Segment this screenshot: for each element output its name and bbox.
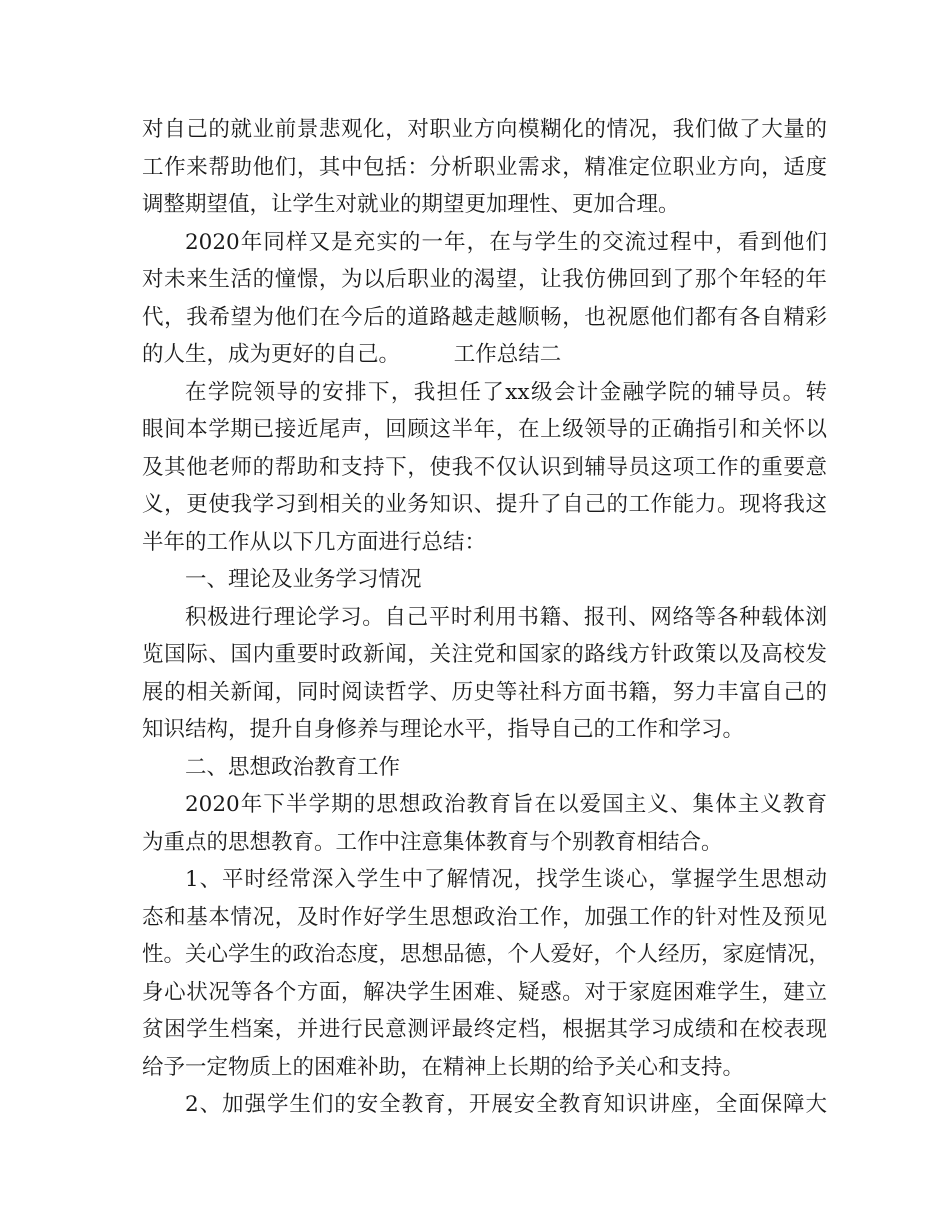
text-line: 工作来帮助他们，其中包括：分析职业需求，精准定位职业方向，适度 bbox=[142, 154, 827, 180]
text-line: 知识结构，提升自身修养与理论水平，指导自己的工作和学习。 bbox=[142, 717, 745, 742]
text-line: 对未来生活的憧憬，为以后职业的渴望，让我仿佛回到了那个年轻的年 bbox=[142, 267, 827, 292]
text-line: 义，更使我学习到相关的业务知识、提升了自己的工作能力。现将我这 bbox=[142, 492, 827, 517]
text-line: 眼间本学期已接近尾声，回顾这半年，在上级领导的正确指引和关怀以 bbox=[142, 417, 827, 442]
text-line: 2020年同样又是充实的一年，在与学生的交流过程中，看到他们 bbox=[185, 229, 827, 255]
text-line: 在学院领导的安排下，我担任了xx级会计金融学院的辅导员。转 bbox=[185, 379, 827, 405]
section-heading: 一、理论及业务学习情况 bbox=[185, 567, 422, 592]
text-line: 给予一定物质上的困难补助，在精神上长期的给予关心和支持。 bbox=[142, 1054, 745, 1080]
text-line: 1、平时经常深入学生中了解情况，找学生谈心，掌握学生思想动 bbox=[185, 867, 827, 892]
text-line: 展的相关新闻，同时阅读哲学、历史等社科方面书籍，努力丰富自己的 bbox=[142, 679, 827, 705]
text-line: 态和基本情况，及时作好学生思想政治工作，加强工作的针对性及预见 bbox=[142, 904, 827, 930]
text-line: 览国际、国内重要时政新闻，关注党和国家的路线方针政策以及高校发 bbox=[142, 642, 827, 667]
text-line: 及其他老师的帮助和支持下，使我不仅认识到辅导员这项工作的重要意 bbox=[142, 454, 827, 480]
text-line: 半年的工作从以下几方面进行总结： bbox=[142, 529, 487, 555]
text-line: 2020年下半学期的思想政治教育旨在以爱国主义、集体主义教育 bbox=[185, 792, 827, 817]
text-line: 性。关心学生的政治态度，思想品德，个人爱好，个人经历，家庭情况， bbox=[142, 942, 831, 967]
text-line: 贫困学生档案，并进行民意测评最终定档，根据其学习成绩和在校表现 bbox=[142, 1017, 827, 1042]
text-line: 2、加强学生们的安全教育，开展安全教育知识讲座，全面保障大 bbox=[185, 1092, 827, 1117]
text-line: 调整期望值，让学生对就业的期望更加理性、更加合理。 bbox=[142, 192, 680, 217]
text-line: 积极进行理论学习。自己平时利用书籍、报刊、网络等各种载体浏 bbox=[185, 604, 827, 630]
text-line: 代，我希望为他们在今后的道路越走越顺畅，也祝愿他们都有各自精彩 bbox=[142, 304, 827, 330]
text-line: 身心状况等各个方面，解决学生困难、疑惑。对于家庭困难学生，建立 bbox=[142, 979, 827, 1005]
document-body bbox=[142, 111, 831, 1124]
text-line-with-section-title: 的人生，成为更好的自己。 工作总结二 bbox=[142, 342, 562, 367]
text-line: 对自己的就业前景悲观化，对职业方向模糊化的情况，我们做了大量的 bbox=[142, 117, 827, 142]
section-heading: 二、思想政治教育工作 bbox=[185, 754, 401, 780]
text-line: 为重点的思想教育。工作中注意集体教育与个别教育相结合。 bbox=[142, 829, 723, 855]
